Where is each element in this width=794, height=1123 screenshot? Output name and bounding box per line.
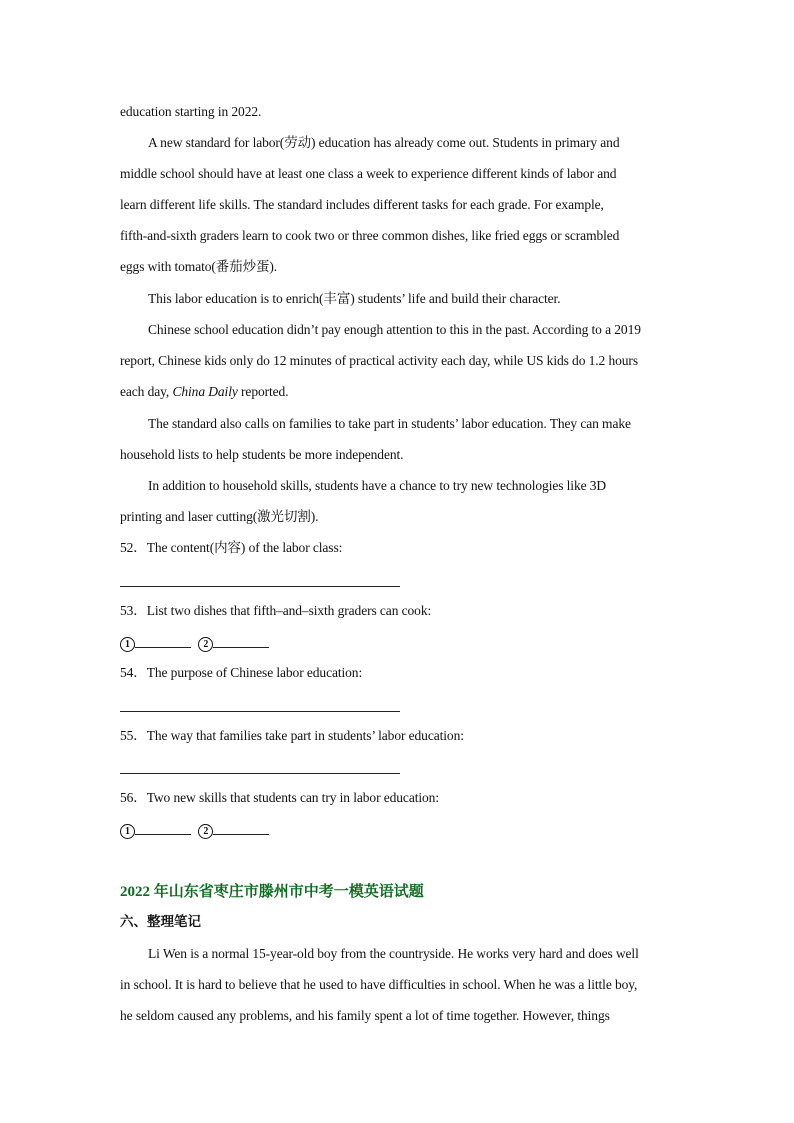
question-52: 52．The content(内容) of the labor class: [120, 540, 343, 555]
circled-number-icon: 2 [198, 824, 213, 839]
passage-line: A new standard for labor(劳动) education has already come out. Students in primary and [148, 135, 620, 150]
passage-line: Li Wen is a normal 15-year-old boy from the countryside. He works very hard and does well [148, 946, 639, 961]
circled-number-icon: 1 [120, 824, 135, 839]
answer-blank-54[interactable] [120, 711, 400, 712]
passage-line: household lists to help students be more independent. [120, 447, 404, 462]
passage-line: Chinese school education didn’t pay enough attention to this in the past. According to a 2019 [148, 322, 641, 337]
passage-line: This labor education is to enrich(丰富) students’ life and build their character. [148, 291, 561, 306]
question-54: 54．The purpose of Chinese labor education: [120, 665, 363, 680]
answer-blank-52[interactable] [120, 586, 400, 587]
passage-line: in school. It is hard to believe that he used to have difficulties in school. When he was a little boy, [120, 977, 638, 992]
answer-blank-56-1[interactable] [135, 834, 191, 835]
question-56: 56．Two new skills that students can try in labor education: [120, 790, 439, 805]
exam-title: 2022 年山东省枣庄市滕州市中考一模英语试题 [120, 884, 424, 900]
passage-line: report, Chinese kids only do 12 minutes of practical activity each day, while US kids do 1.2 hours [120, 353, 638, 368]
passage-text: each day, [120, 384, 173, 399]
answer-blank-55[interactable] [120, 773, 400, 774]
passage-line: eggs with tomato(番茄炒蛋). [120, 259, 278, 274]
passage-line: middle school should have at least one class a week to experience different kinds of labor and [120, 166, 617, 181]
answer-blank-56-2[interactable] [213, 834, 269, 835]
passage-line: printing and laser cutting(激光切割). [120, 509, 319, 524]
circled-number-icon: 1 [120, 637, 135, 652]
section-subtitle: 六、整理笔记 [120, 914, 201, 929]
newspaper-name: China Daily [172, 384, 238, 399]
passage-line: education starting in 2022. [120, 104, 262, 119]
passage-line: In addition to household skills, students have a chance to try new technologies like 3D [148, 478, 607, 493]
question-55: 55．The way that families take part in students’ labor education: [120, 728, 464, 743]
passage-line: fifth-and-sixth graders learn to cook two or three common dishes, like fried eggs or scrambled [120, 228, 620, 243]
passage-line: The standard also calls on families to take part in students’ labor education. They can make [148, 416, 631, 431]
answer-row-56 [120, 820, 273, 839]
passage-line: learn different life skills. The standard includes different tasks for each grade. For example, [120, 197, 604, 212]
circled-number-icon: 2 [198, 637, 213, 652]
answer-blank-53-2[interactable] [213, 647, 269, 648]
question-53: 53．List two dishes that fifth–and–sixth graders can cook: [120, 603, 432, 618]
answer-blank-53-1[interactable] [135, 647, 191, 648]
passage-line: he seldom caused any problems, and his family spent a lot of time together. However, things [120, 1008, 610, 1023]
passage-line [120, 383, 288, 401]
passage-text: reported. [237, 384, 289, 399]
answer-row-53 [120, 633, 273, 652]
